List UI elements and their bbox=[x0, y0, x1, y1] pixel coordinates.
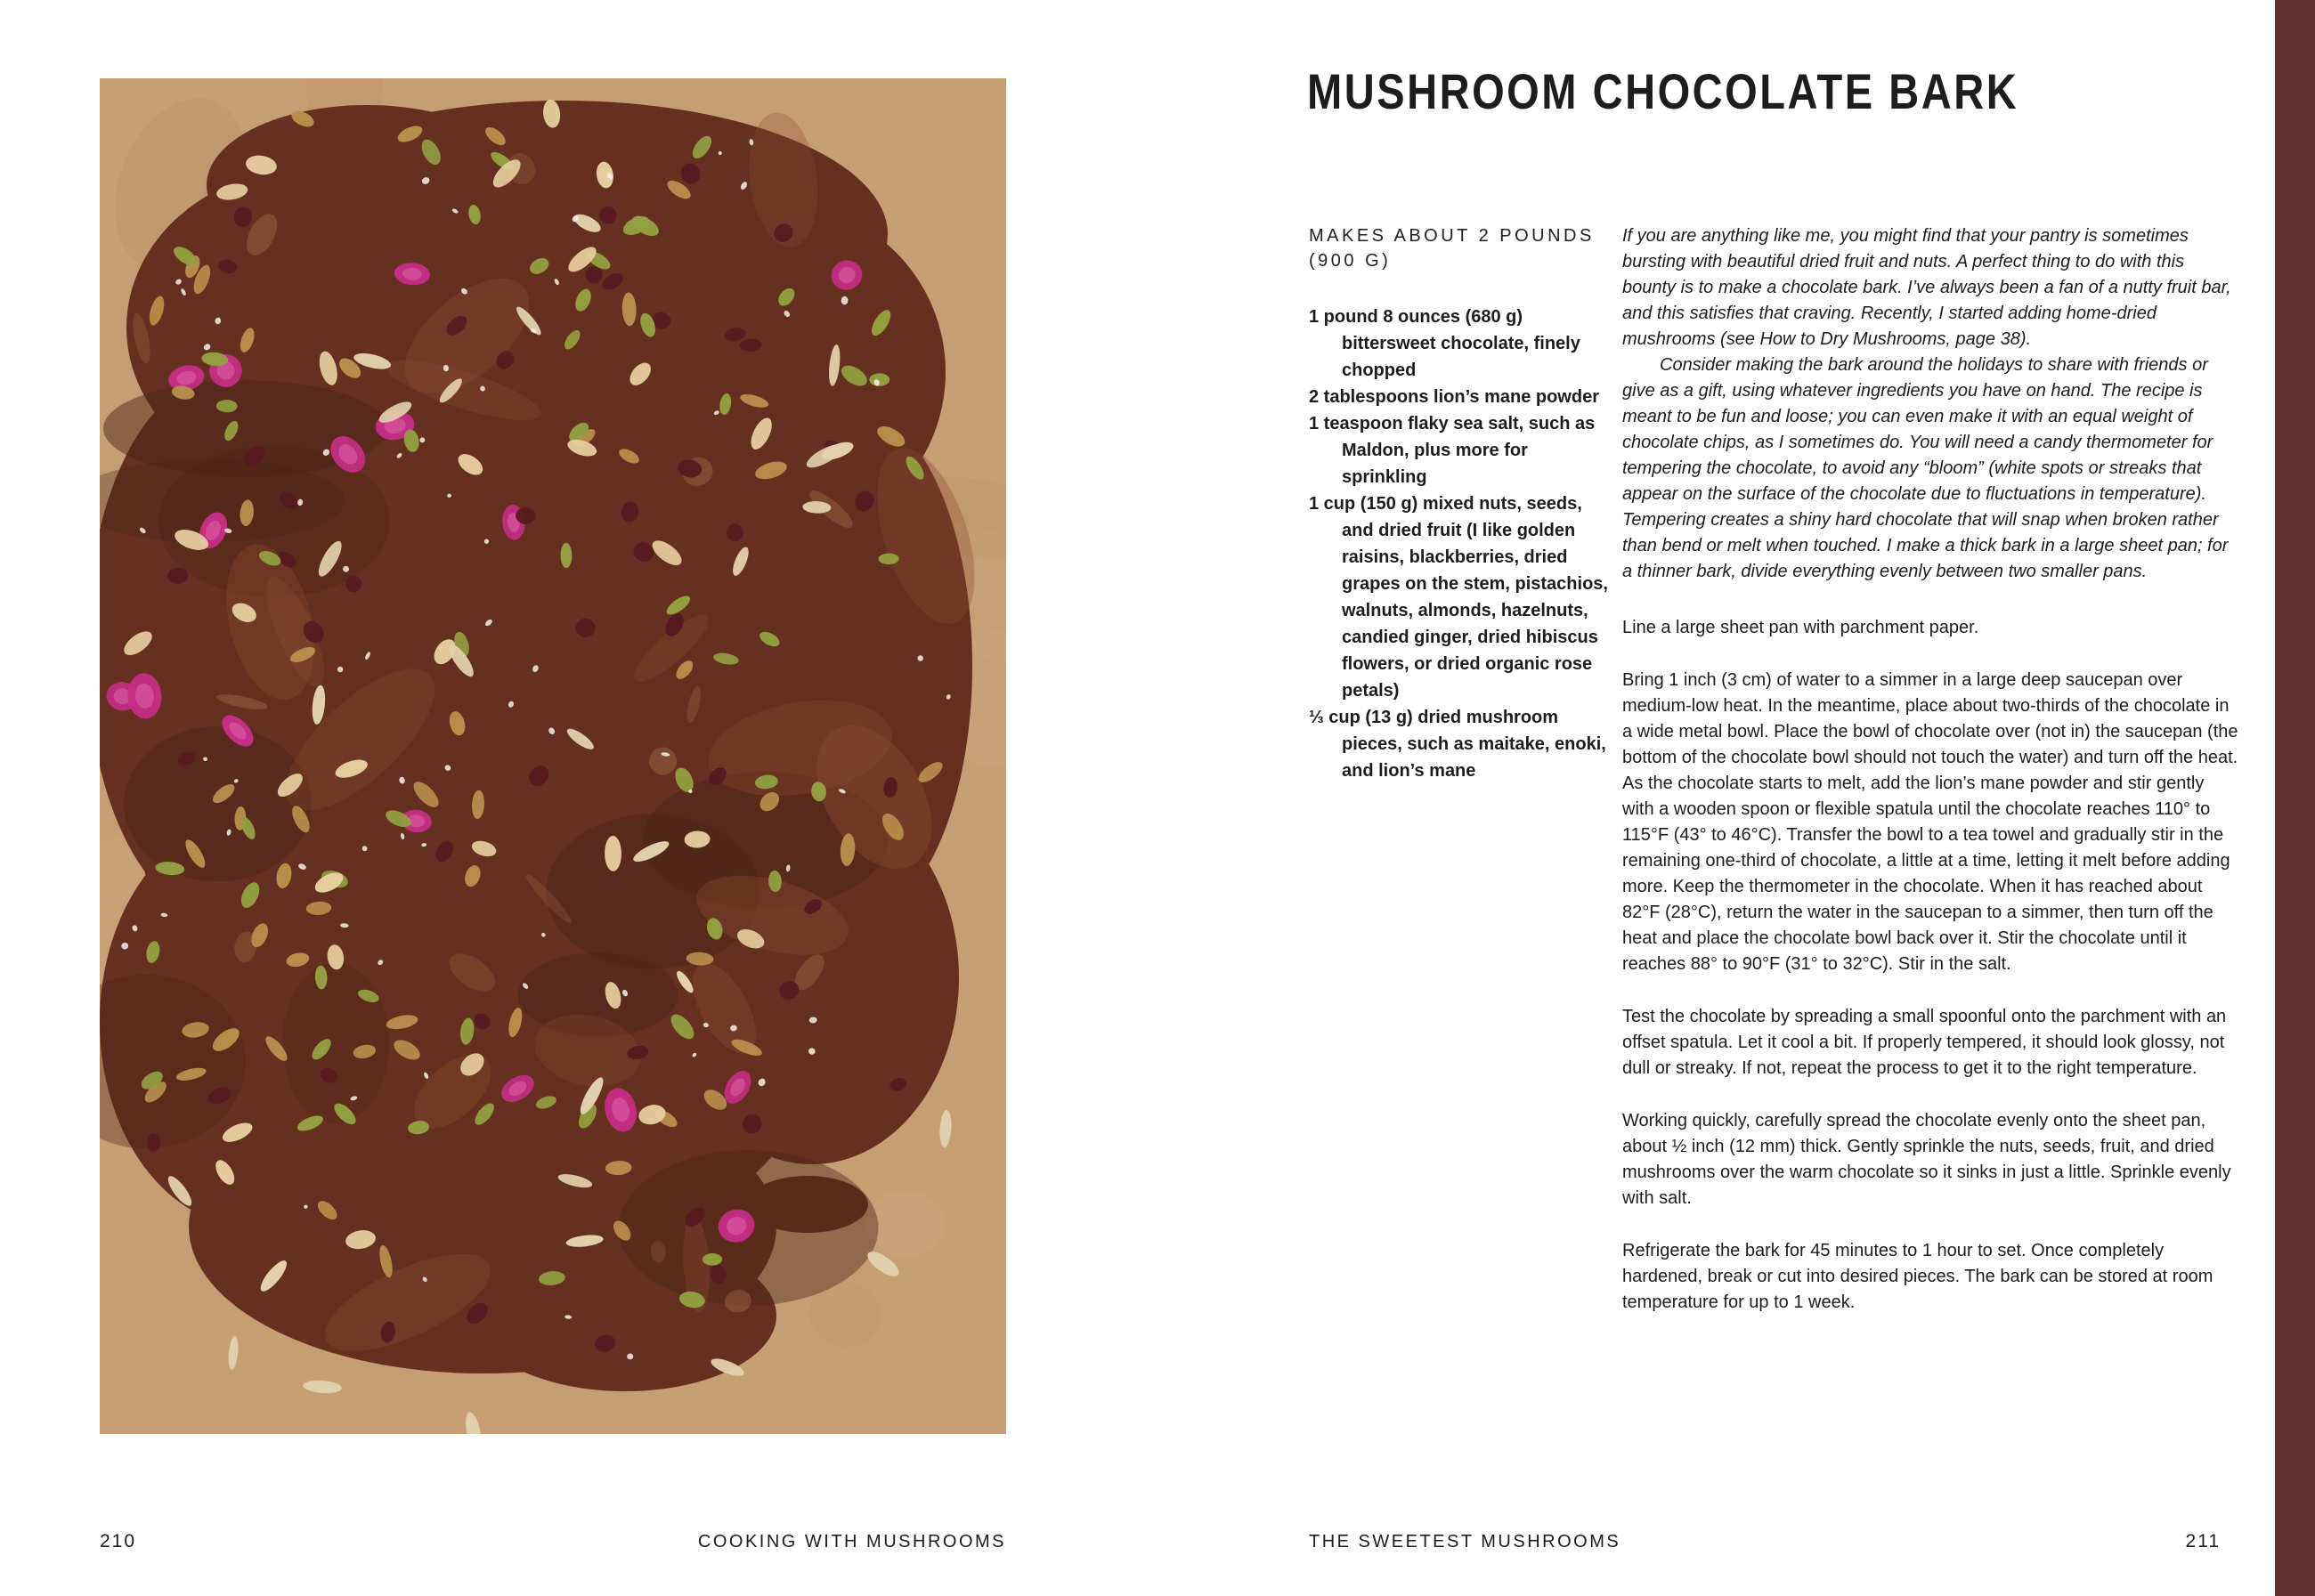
method-column bbox=[1622, 223, 2238, 1342]
intro-paragraph: Consider making the bark around the holidays to share with friends or give as a gift, using whatever ingredients you have on hand. The recipe is meant to be fun and loose; you can even make it with an equal weight of chocolate chips, as I sometimes do. You will need a candy thermometer for tempering the chocolate, to avoid any “bloom” (white spots or streaks that appear on the surface of the chocolate due to fluctuations in temperature). Tempering creates a shiny hard chocolate that will snap when broken rather than bend or melt when touched. I make a thick bark in a large sheet pan; for a thinner bark, divide everything evenly between two smaller pans. bbox=[1622, 355, 2229, 581]
intro-paragraph: If you are anything like me, you might find that your pantry is sometimes bursting with beautiful dried fruit and nuts. A perfect thing to do with this bounty is to make a chocolate bark. I’ve always been a fan of a nutty fruit bar, and this satisfies that craving. Recently, I started adding home-dried mushrooms (see How to Dry Mushrooms, page 38). bbox=[1622, 226, 2231, 349]
bark-photo bbox=[100, 78, 1006, 1434]
yield-note bbox=[1309, 223, 1610, 273]
page-number-left: 210 bbox=[100, 1531, 137, 1551]
ingredient-item: 1 teaspoon flaky sea salt, such as Maldon, plus more for sprinkling bbox=[1309, 414, 1596, 487]
book-edge-strip bbox=[2275, 0, 2315, 1596]
yield-line-1: MAKES ABOUT 2 POUNDS bbox=[1309, 226, 1595, 246]
ingredient-item: 2 tablespoons lion’s mane powder bbox=[1309, 387, 1599, 407]
instruction-paragraph: Bring 1 inch (3 cm) of water to a simmer in a large deep saucepan over medium-low heat. In the meantime, place about two-thirds of the chocolate in a wide metal bowl. Place the bowl of chocolate over (not in) the saucepan (the bottom of the chocolate bowl should not touch the water) and turn off the heat. As the chocolate starts to melt, add the lion’s mane powder and stir gently with a wooden spoon or flexible spatula until the chocolate reaches 110° to 115°F (43° to 46°C). Transfer the bowl to a tea towel and gradually stir in the remaining one-third of chocolate, a little at a time, letting it melt before adding more. Keep the thermometer in the chocolate. When it has reached about 82°F (28°C), return the water in the saucepan to a simmer, then turn off the heat and place the chocolate bowl back over it. Stir the chocolate until it reaches 88° to 90°F (31° to 32°C). Stir in the salt. bbox=[1622, 670, 2238, 974]
instruction-paragraph: Test the chocolate by spreading a small spoonful onto the parchment with an offset spatula. Let it cool a bit. If properly tempered, it should look glossy, not dull or streaky. If not, repeat the process to get it to the right temperature. bbox=[1622, 1007, 2227, 1078]
bark-photo-svg bbox=[100, 78, 1006, 1434]
running-foot-right: THE SWEETEST MUSHROOMS bbox=[1309, 1532, 1621, 1551]
instruction-paragraph: Working quickly, carefully spread the chocolate evenly onto the sheet pan, about ½ inch (12 mm) thick. Gently sprinkle the nuts, seeds, fruit, and dried mushrooms over the warm chocolate so it sinks in just a little. Sprinkle evenly with salt. bbox=[1622, 1111, 2231, 1208]
yield-line-2: (900 G) bbox=[1309, 251, 1392, 271]
recipe-title: MUSHROOM CHOCOLATE BARK bbox=[1307, 63, 2019, 119]
instruction-paragraph: Refrigerate the bark for 45 minutes to 1 hour to set. Once completely hardened, break or cut into desired pieces. The bark can be stored at room temperature for up to 1 week. bbox=[1622, 1241, 2213, 1312]
page-number-right: 211 bbox=[2185, 1531, 2221, 1551]
running-foot-left: COOKING WITH MUSHROOMS bbox=[697, 1532, 1006, 1551]
ingredient-item: 1 cup (150 g) mixed nuts, seeds, and dried fruit (I like golden raisins, blackberries, dried grapes on the stem, pistachios, walnuts, almonds, hazelnuts, candied ginger, dried hibiscus flowers, or dried organic rose petals) bbox=[1309, 494, 1608, 701]
ingredients-column bbox=[1309, 223, 1610, 784]
ingredient-item: ⅓ cup (13 g) dried mushroom pieces, such as maitake, enoki, and lion’s mane bbox=[1309, 708, 1606, 781]
ingredient-item: 1 pound 8 ounces (680 g) bittersweet chocolate, finely chopped bbox=[1309, 307, 1580, 380]
instruction-paragraph: Line a large sheet pan with parchment paper. bbox=[1622, 618, 1979, 637]
